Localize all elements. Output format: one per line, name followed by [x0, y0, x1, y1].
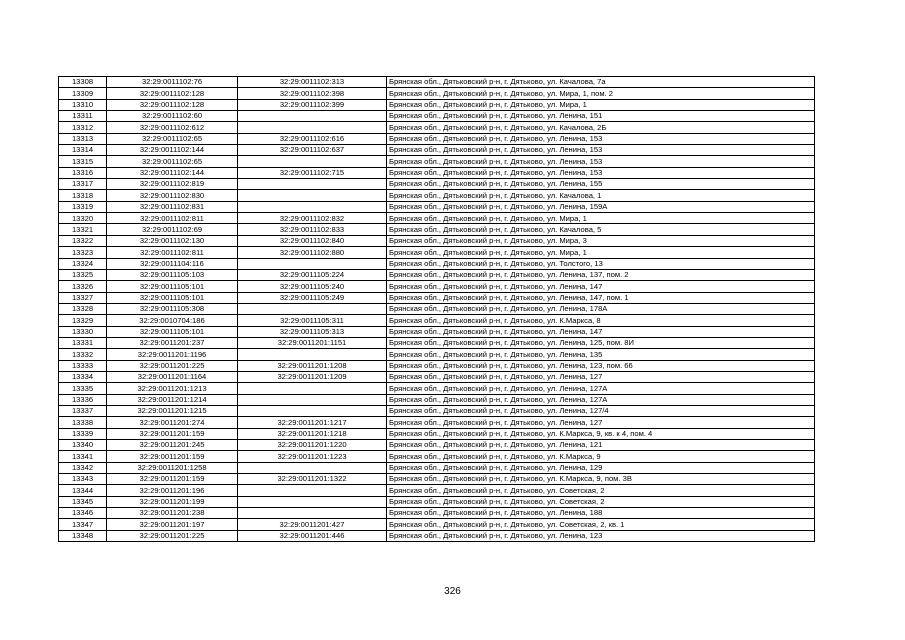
row-number-cell: 13327: [59, 292, 107, 303]
row-number-cell: 13319: [59, 201, 107, 212]
land-cadastral-number-cell: 32:29:0011201:274: [107, 417, 238, 428]
land-cadastral-number-cell: 32:29:0011102:831: [107, 201, 238, 212]
object-cadastral-number-cell: 32:29:0011201:1322: [238, 474, 387, 485]
table-row: [59, 122, 815, 133]
address-cell: Брянская обл., Дятьковский р-н, г. Дятьково, ул. Ленина, 147, пом. 1: [387, 292, 815, 303]
table-row: [59, 303, 815, 314]
row-number-cell: 13316: [59, 167, 107, 178]
object-cadastral-number-cell: [238, 485, 387, 496]
land-cadastral-number-cell: 32:29:0011201:159: [107, 428, 238, 439]
row-number-cell: 13333: [59, 360, 107, 371]
object-cadastral-number-cell: 32:29:0011201:1208: [238, 360, 387, 371]
land-cadastral-number-cell: 32:29:0011102:130: [107, 235, 238, 246]
object-cadastral-number-cell: [238, 508, 387, 519]
land-cadastral-number-cell: 32:29:0011201:245: [107, 440, 238, 451]
object-cadastral-number-cell: [238, 190, 387, 201]
table-row: [59, 111, 815, 122]
object-cadastral-number-cell: [238, 111, 387, 122]
land-cadastral-number-cell: 32:29:0011105:101: [107, 281, 238, 292]
address-cell: Брянская обл., Дятьковский р-н, г. Дятьково, ул. Мира, 1: [387, 247, 815, 258]
land-cadastral-number-cell: 32:29:0011102:76: [107, 77, 238, 88]
land-cadastral-number-cell: 32:29:0011105:308: [107, 303, 238, 314]
row-number-cell: 13336: [59, 394, 107, 405]
object-cadastral-number-cell: 32:29:0011201:427: [238, 519, 387, 530]
object-cadastral-number-cell: [238, 122, 387, 133]
address-cell: Брянская обл., Дятьковский р-н, г. Дятьково, ул. Советская, 2: [387, 485, 815, 496]
object-cadastral-number-cell: [238, 462, 387, 473]
land-cadastral-number-cell: 32:29:0011201:237: [107, 337, 238, 348]
address-cell: Брянская обл., Дятьковский р-н, г. Дятьково, ул. Ленина, 121: [387, 440, 815, 451]
land-cadastral-number-cell: 32:29:0011102:830: [107, 190, 238, 201]
address-cell: Брянская обл., Дятьковский р-н, г. Дятьково, ул. Ленина, 127А: [387, 383, 815, 394]
table-row: [59, 145, 815, 156]
object-cadastral-number-cell: [238, 179, 387, 190]
object-cadastral-number-cell: [238, 156, 387, 167]
address-cell: Брянская обл., Дятьковский р-н, г. Дятьково, ул. Ленина, 153: [387, 167, 815, 178]
address-cell: Брянская обл., Дятьковский р-н, г. Дятьково, ул. Ленина, 147: [387, 281, 815, 292]
object-cadastral-number-cell: 32:29:0011102:840: [238, 235, 387, 246]
table-row: [59, 77, 815, 88]
table-row: [59, 394, 815, 405]
land-cadastral-number-cell: 32:29:0011201:1214: [107, 394, 238, 405]
row-number-cell: 13341: [59, 451, 107, 462]
address-cell: Брянская обл., Дятьковский р-н, г. Дятьково, ул. Ленина, 188: [387, 508, 815, 519]
land-cadastral-number-cell: 32:29:0011105:103: [107, 269, 238, 280]
row-number-cell: 13322: [59, 235, 107, 246]
address-cell: Брянская обл., Дятьковский р-н, г. Дятьково, ул. К.Маркса, 9: [387, 451, 815, 462]
address-cell: Брянская обл., Дятьковский р-н, г. Дятьково, ул. Ленина, 125, пом. 8И: [387, 337, 815, 348]
table-row: [59, 156, 815, 167]
land-cadastral-number-cell: 32:29:0011102:128: [107, 88, 238, 99]
object-cadastral-number-cell: [238, 394, 387, 405]
table-row: [59, 508, 815, 519]
row-number-cell: 13310: [59, 99, 107, 110]
land-cadastral-number-cell: 32:29:0011102:60: [107, 111, 238, 122]
table-row: [59, 201, 815, 212]
table-row: [59, 371, 815, 382]
land-cadastral-number-cell: 32:29:0011102:819: [107, 179, 238, 190]
table-row: [59, 349, 815, 360]
table-row: [59, 519, 815, 530]
row-number-cell: 13311: [59, 111, 107, 122]
address-cell: Брянская обл., Дятьковский р-н, г. Дятьково, ул. Качалова, 2Б: [387, 122, 815, 133]
row-number-cell: 13347: [59, 519, 107, 530]
table-row: [59, 496, 815, 507]
object-cadastral-number-cell: 32:29:0011102:399: [238, 99, 387, 110]
land-cadastral-number-cell: 32:29:0011102:128: [107, 99, 238, 110]
land-cadastral-number-cell: 32:29:0011102:811: [107, 213, 238, 224]
address-cell: Брянская обл., Дятьковский р-н, г. Дятьково, ул. К.Маркса, 8: [387, 315, 815, 326]
land-cadastral-number-cell: 32:29:0011201:1196: [107, 349, 238, 360]
address-cell: Брянская обл., Дятьковский р-н, г. Дятьково, ул. Мира, 1: [387, 99, 815, 110]
object-cadastral-number-cell: 32:29:0011105:249: [238, 292, 387, 303]
object-cadastral-number-cell: 32:29:0011201:1151: [238, 337, 387, 348]
address-cell: Брянская обл., Дятьковский р-н, г. Дятьково, ул. Качалова, 5: [387, 224, 815, 235]
table-row: [59, 428, 815, 439]
object-cadastral-number-cell: 32:29:0011201:1220: [238, 440, 387, 451]
table-row: [59, 281, 815, 292]
address-cell: Брянская обл., Дятьковский р-н, г. Дятьково, ул. Ленина, 123: [387, 530, 815, 541]
object-cadastral-number-cell: [238, 258, 387, 269]
address-cell: Брянская обл., Дятьковский р-н, г. Дятьково, ул. Ленина, 127/4: [387, 405, 815, 416]
table-row: [59, 326, 815, 337]
row-number-cell: 13329: [59, 315, 107, 326]
row-number-cell: 13345: [59, 496, 107, 507]
table-row: [59, 179, 815, 190]
land-cadastral-number-cell: 32:29:0011105:101: [107, 292, 238, 303]
address-cell: Брянская обл., Дятьковский р-н, г. Дятьково, ул. Ленина, 153: [387, 133, 815, 144]
address-cell: Брянская обл., Дятьковский р-н, г. Дятьково, ул. Толстого, 13: [387, 258, 815, 269]
address-cell: Брянская обл., Дятьковский р-н, г. Дятьково, ул. Мира, 1, пом. 2: [387, 88, 815, 99]
row-number-cell: 13348: [59, 530, 107, 541]
object-cadastral-number-cell: 32:29:0011102:833: [238, 224, 387, 235]
address-cell: Брянская обл., Дятьковский р-н, г. Дятьково, ул. Ленина, 153: [387, 145, 815, 156]
table-row: [59, 530, 815, 541]
land-cadastral-number-cell: 32:29:0011201:1215: [107, 405, 238, 416]
table-row: [59, 235, 815, 246]
object-cadastral-number-cell: [238, 405, 387, 416]
row-number-cell: 13320: [59, 213, 107, 224]
land-cadastral-number-cell: 32:29:0011102:144: [107, 145, 238, 156]
table-row: [59, 417, 815, 428]
object-cadastral-number-cell: 32:29:0011105:224: [238, 269, 387, 280]
table-row: [59, 383, 815, 394]
land-cadastral-number-cell: 32:29:0011201:199: [107, 496, 238, 507]
row-number-cell: 13313: [59, 133, 107, 144]
row-number-cell: 13309: [59, 88, 107, 99]
object-cadastral-number-cell: 32:29:0011102:880: [238, 247, 387, 258]
table-row: [59, 360, 815, 371]
row-number-cell: 13330: [59, 326, 107, 337]
address-cell: Брянская обл., Дятьковский р-н, г. Дятьково, ул. Ленина, 159А: [387, 201, 815, 212]
land-cadastral-number-cell: 32:29:0011201:1213: [107, 383, 238, 394]
address-cell: Брянская обл., Дятьковский р-н, г. Дятьково, ул. Ленина, 178А: [387, 303, 815, 314]
object-cadastral-number-cell: 32:29:0011201:1218: [238, 428, 387, 439]
object-cadastral-number-cell: 32:29:0011201:446: [238, 530, 387, 541]
land-cadastral-number-cell: 32:29:0011102:811: [107, 247, 238, 258]
object-cadastral-number-cell: 32:29:0011102:715: [238, 167, 387, 178]
address-cell: Брянская обл., Дятьковский р-н, г. Дятьково, ул. Ленина, 129: [387, 462, 815, 473]
registry-table-body: [59, 77, 815, 542]
land-cadastral-number-cell: 32:29:0011102:612: [107, 122, 238, 133]
table-row: [59, 405, 815, 416]
row-number-cell: 13314: [59, 145, 107, 156]
row-number-cell: 13312: [59, 122, 107, 133]
row-number-cell: 13324: [59, 258, 107, 269]
address-cell: Брянская обл., Дятьковский р-н, г. Дятьково, ул. Качалова, 7а: [387, 77, 815, 88]
table-row: [59, 213, 815, 224]
object-cadastral-number-cell: 32:29:0011105:313: [238, 326, 387, 337]
row-number-cell: 13326: [59, 281, 107, 292]
object-cadastral-number-cell: [238, 349, 387, 360]
object-cadastral-number-cell: [238, 201, 387, 212]
table-row: [59, 224, 815, 235]
page-number: 326: [444, 586, 461, 597]
address-cell: Брянская обл., Дятьковский р-н, г. Дятьково, ул. Советская, 2: [387, 496, 815, 507]
row-number-cell: 13328: [59, 303, 107, 314]
table-row: [59, 315, 815, 326]
table-row: [59, 462, 815, 473]
land-cadastral-number-cell: 32:29:0011104:116: [107, 258, 238, 269]
table-row: [59, 440, 815, 451]
table-row: [59, 337, 815, 348]
table-row: [59, 190, 815, 201]
table-row: [59, 485, 815, 496]
row-number-cell: 13342: [59, 462, 107, 473]
row-number-cell: 13331: [59, 337, 107, 348]
land-cadastral-number-cell: 32:29:0010704:186: [107, 315, 238, 326]
land-cadastral-number-cell: 32:29:0011201:159: [107, 474, 238, 485]
address-cell: Брянская обл., Дятьковский р-н, г. Дятьково, ул. Ленина, 155: [387, 179, 815, 190]
object-cadastral-number-cell: 32:29:0011201:1217: [238, 417, 387, 428]
land-cadastral-number-cell: 32:29:0011201:1164: [107, 371, 238, 382]
address-cell: Брянская обл., Дятьковский р-н, г. Дятьково, ул. Ленина, 127: [387, 417, 815, 428]
row-number-cell: 13323: [59, 247, 107, 258]
object-cadastral-number-cell: 32:29:0011201:1209: [238, 371, 387, 382]
address-cell: Брянская обл., Дятьковский р-н, г. Дятьково, ул. Ленина, 127: [387, 371, 815, 382]
land-cadastral-number-cell: 32:29:0011201:197: [107, 519, 238, 530]
row-number-cell: 13339: [59, 428, 107, 439]
row-number-cell: 13321: [59, 224, 107, 235]
land-cadastral-number-cell: 32:29:0011201:238: [107, 508, 238, 519]
table-row: [59, 167, 815, 178]
row-number-cell: 13335: [59, 383, 107, 394]
object-cadastral-number-cell: 32:29:0011102:832: [238, 213, 387, 224]
object-cadastral-number-cell: 32:29:0011105:240: [238, 281, 387, 292]
table-row: [59, 292, 815, 303]
table-row: [59, 451, 815, 462]
land-cadastral-number-cell: 32:29:0011201:159: [107, 451, 238, 462]
table-row: [59, 269, 815, 280]
object-cadastral-number-cell: 32:29:0011102:398: [238, 88, 387, 99]
object-cadastral-number-cell: 32:29:0011102:313: [238, 77, 387, 88]
object-cadastral-number-cell: 32:29:0011102:637: [238, 145, 387, 156]
row-number-cell: 13337: [59, 405, 107, 416]
address-cell: Брянская обл., Дятьковский р-н, г. Дятьково, ул. Ленина, 151: [387, 111, 815, 122]
address-cell: Брянская обл., Дятьковский р-н, г. Дятьково, ул. Мира, 1: [387, 213, 815, 224]
cadastral-registry-table: [58, 76, 815, 542]
table-row: [59, 247, 815, 258]
land-cadastral-number-cell: 32:29:0011102:65: [107, 133, 238, 144]
object-cadastral-number-cell: 32:29:0011201:1223: [238, 451, 387, 462]
row-number-cell: 13346: [59, 508, 107, 519]
row-number-cell: 13344: [59, 485, 107, 496]
address-cell: Брянская обл., Дятьковский р-н, г. Дятьково, ул. Ленина, 135: [387, 349, 815, 360]
row-number-cell: 13318: [59, 190, 107, 201]
address-cell: Брянская обл., Дятьковский р-н, г. Дятьково, ул. Ленина, 147: [387, 326, 815, 337]
address-cell: Брянская обл., Дятьковский р-н, г. Дятьково, ул. К.Маркса, 9, кв. к 4, пом. 4: [387, 428, 815, 439]
land-cadastral-number-cell: 32:29:0011102:65: [107, 156, 238, 167]
address-cell: Брянская обл., Дятьковский р-н, г. Дятьково, ул. Качалова, 1: [387, 190, 815, 201]
address-cell: Брянская обл., Дятьковский р-н, г. Дятьково, ул. Ленина, 123, пом. 66: [387, 360, 815, 371]
object-cadastral-number-cell: [238, 383, 387, 394]
table-row: [59, 474, 815, 485]
row-number-cell: 13338: [59, 417, 107, 428]
land-cadastral-number-cell: 32:29:0011201:1258: [107, 462, 238, 473]
address-cell: Брянская обл., Дятьковский р-н, г. Дятьково, ул. Ленина, 127А: [387, 394, 815, 405]
row-number-cell: 13343: [59, 474, 107, 485]
land-cadastral-number-cell: 32:29:0011201:225: [107, 530, 238, 541]
object-cadastral-number-cell: [238, 303, 387, 314]
land-cadastral-number-cell: 32:29:0011102:144: [107, 167, 238, 178]
land-cadastral-number-cell: 32:29:0011102:69: [107, 224, 238, 235]
table-row: [59, 133, 815, 144]
address-cell: Брянская обл., Дятьковский р-н, г. Дятьково, ул. Советская, 2, кв. 1: [387, 519, 815, 530]
object-cadastral-number-cell: 32:29:0011102:616: [238, 133, 387, 144]
table-row: [59, 258, 815, 269]
row-number-cell: 13340: [59, 440, 107, 451]
address-cell: Брянская обл., Дятьковский р-н, г. Дятьково, ул. Ленина, 137, пом. 2: [387, 269, 815, 280]
row-number-cell: 13325: [59, 269, 107, 280]
table-row: [59, 88, 815, 99]
table-row: [59, 99, 815, 110]
address-cell: Брянская обл., Дятьковский р-н, г. Дятьково, ул. К.Маркса, 9, пом. 3В: [387, 474, 815, 485]
address-cell: Брянская обл., Дятьковский р-н, г. Дятьково, ул. Ленина, 153: [387, 156, 815, 167]
land-cadastral-number-cell: 32:29:0011201:196: [107, 485, 238, 496]
address-cell: Брянская обл., Дятьковский р-н, г. Дятьково, ул. Мира, 3: [387, 235, 815, 246]
row-number-cell: 13317: [59, 179, 107, 190]
row-number-cell: 13308: [59, 77, 107, 88]
land-cadastral-number-cell: 32:29:0011105:101: [107, 326, 238, 337]
row-number-cell: 13332: [59, 349, 107, 360]
land-cadastral-number-cell: 32:29:0011201:225: [107, 360, 238, 371]
object-cadastral-number-cell: 32:29:0011105:311: [238, 315, 387, 326]
row-number-cell: 13315: [59, 156, 107, 167]
row-number-cell: 13334: [59, 371, 107, 382]
object-cadastral-number-cell: [238, 496, 387, 507]
